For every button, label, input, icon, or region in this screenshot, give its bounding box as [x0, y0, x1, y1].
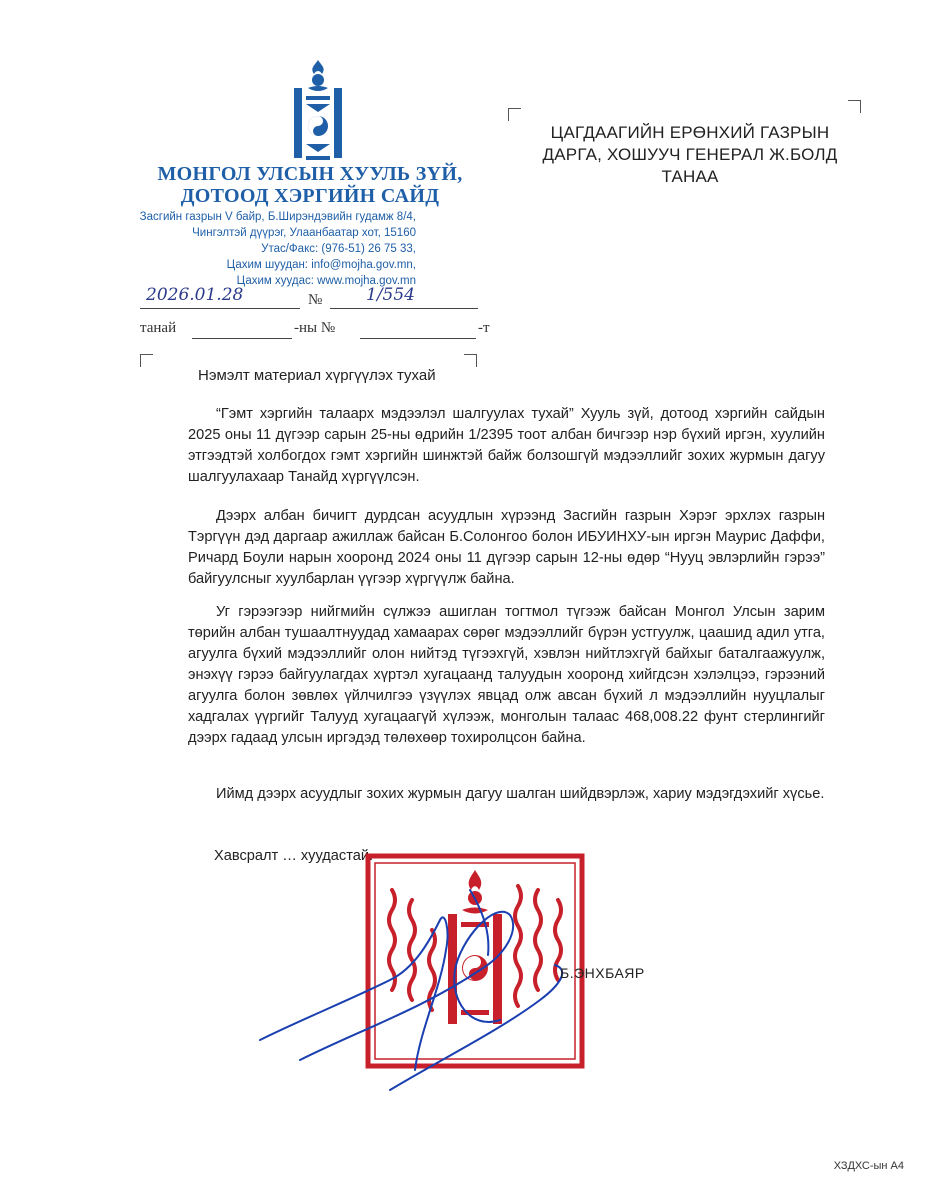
addressee-line: ДАРГА, ХОШУУЧ ГЕНЕРАЛ Ж.БОЛД: [542, 145, 838, 164]
attachment-note: Хавсралт … хуудастай.: [214, 848, 374, 864]
number-handwritten: 1/554: [366, 285, 415, 305]
ministry-email: Цахим шуудан: info@mojha.gov.mn,: [226, 259, 416, 271]
body-paragraph: Дээрх албан бичигт дурдсан асуудлын хүрээнд Засгийн газрын Хэрэг эрхлэх газрын Тэргүүн дэд даргаар ажиллаж байсан Б.Солонгоо болон ИБУИНХУ-ын иргэн Маурис Даффи, Ричард Боули нарын хооронд 2024 оны 11 дүгээр сарын 12-ны өдөр “Нууц эвлэрлийн гэрээ” байгуулсныг хуулбарлан үүгээр хүргүүлж байна.: [188, 508, 825, 587]
body-paragraph: Уг гэрээгээр нийгмийн сүлжээ ашиглан тогтмол түгээж байсан Монгол Улсын зарим төрийн албан тушаалтнуудад хамаарах сөрөг мэдээллийг бүрэн устгуулж, цаашид адил утга, агуулга бүхий мэдээллийг олон нийтэд түгээхгүй, хэвлэн нийтлэхгүй байхыг баталгаажуулж, энэхүү гэрээ байгуулагдах хүртэл хугацаанд талуудын хооронд хийгдсэн хэлэлцээ, гэрээний агуулга болон зөвлөх үйлчилгээ үзүүлэх явцад олж авсан бүхий л мэдээллийн нууцлалыг хадгалах үүргийг Талууд хугацаагүй хүлээж, монголын талаас 468,008.22 фунт стерлингийг дээрх гадаад улсын иргэдэд төлөхөөр тохиролцсон байна.: [188, 604, 825, 746]
addressee-line: ЦАГДААГИЙН ЕРӨНХИЙ ГАЗРЫН: [550, 123, 830, 142]
letter-subject: Нэмэлт материал хүргүүлэх тухай: [198, 367, 436, 384]
reply-middle: -ны №: [294, 320, 336, 336]
corner-mark: [508, 108, 521, 121]
handwritten-signature: [240, 860, 580, 1100]
ministry-phone: Утас/Факс: (976-51) 26 75 33,: [261, 243, 416, 255]
reply-prefix: танай: [140, 320, 177, 336]
reply-date-line: [192, 338, 292, 339]
reply-number-line: [360, 338, 476, 339]
date-line: [140, 308, 300, 309]
footer-code: ХЗДХС-ын А4: [833, 1160, 904, 1172]
body-paragraph: “Гэмт хэргийн талаарх мэдээлэл шалгуулах тухай” Хууль зүй, дотоод хэргийн сайдын 2025 оны 11 дүгээр сарын 25-ны өдрийн 1/2395 тоот албан бичгээр нэр бүхий иргэн, хуулийн этгээдтэй холбогдох гэмт хэргийн шинжтэй байж болзошгүй мэдээллийг зохих журмын дагуу шалгуулахаар Танайд хүргүүлсэн.: [188, 406, 825, 485]
number-line: [330, 308, 478, 309]
reply-suffix: -т: [478, 320, 490, 336]
ministry-address: Засгийн газрын V байр, Б.Ширэндэвийн гудамж 8/4,: [139, 211, 416, 223]
number-label: №: [308, 292, 323, 308]
corner-mark: [140, 354, 153, 367]
addressee-line: ТАНАА: [661, 167, 719, 186]
ministry-website: Цахим хуудас: www.mojha.gov.mn: [236, 275, 416, 287]
soyombo-emblem-icon: [286, 58, 350, 164]
signer-name: Б.ЭНХБАЯР: [560, 965, 645, 981]
ministry-address: Чингэлтэй дүүрэг, Улаанбаатар хот, 15160: [192, 227, 416, 239]
body-paragraph: Иймд дээрх асуудлыг зохих журмын дагуу шалган шийдвэрлэж, хариу мэдэгдэхийг хүсье.: [216, 786, 825, 802]
ministry-name: МОНГОЛ УЛСЫН ХУУЛЬ ЗҮЙ,: [157, 163, 463, 185]
corner-mark: [848, 100, 861, 113]
ministry-name: ДОТООД ХЭРГИЙН САЙД: [180, 185, 440, 207]
date-handwritten: 2026.01.28: [146, 285, 244, 305]
corner-mark: [464, 354, 477, 367]
